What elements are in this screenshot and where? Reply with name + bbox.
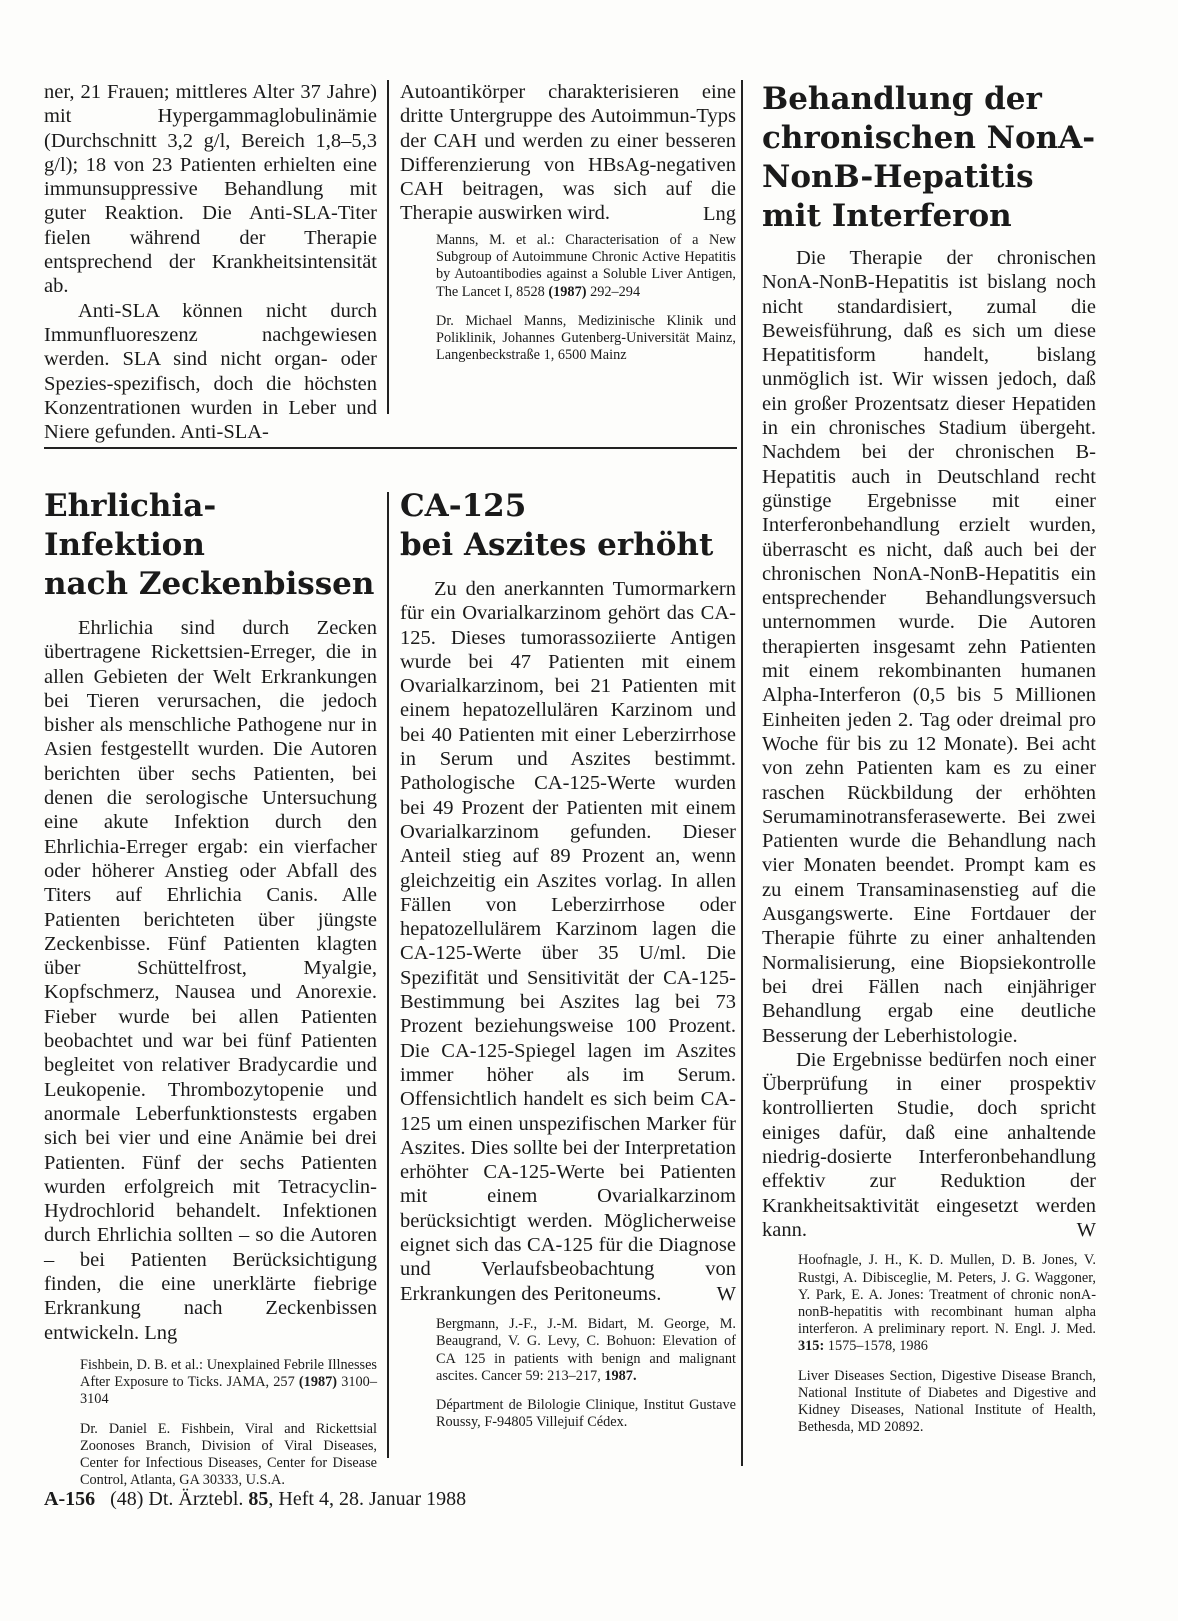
reference-citation: Hoofnagle, J. H., K. D. Mullen, D. B. Jones, V. Rustgi, A. Dibisceglie, M. Peters, J. G. Waggoner, Y. Park, E. A. Jones: Treatment of chronic nonA-nonB-hepatitis with recombinant human alpha interferon. A preliminary report. N. Engl. J. Med. 315: 1575–1578, 1986 [798, 1252, 1096, 1355]
paragraph: Ehrlichia sind durch Zecken übertragene Rickettsien-Erreger, die in allen Gebieten der Welt Erkrankungen bei Tieren verursachen, die jedoch bisher als menschliche Pathogene nur in Asien festgestellt wurden. Die Autoren berichten über sechs Patienten, bei denen die serologische Untersuchung eine akute Infektion durch den Ehrlichia-Erreger ergab: ein vierfacher oder höherer Anstieg oder Abfall des Titers auf Ehrlichia Canis. Alle Patienten berichteten über jüngste Zeckenbisse. Fünf Patienten klagten über Schüttelfrost, Myalgie, Kopfschmerz, Nausea und Anorexie. Fieber wurde bei allen Patienten beobachtet und war bei fünf Patienten begleitet von relativer Bradycardie und Leukopenie. Thrombozytopenie und anormale Leberfunktionstests ergaben sich bei vier und eine Anämie bei drei Patienten. Fünf der sechs Patienten wurden erfolgreich mit Tetracyclin-Hydrochlorid behandelt. Infektionen durch Ehrlichia sollten – so die Autoren – bei Patienten Berücksichtigung finden, die eine unerklärte fiebrige Erkrankung nach Zeckenbissen entwickeln. Lng [44, 617, 377, 1344]
signature: Lng [702, 202, 736, 225]
reference-address: Liver Diseases Section, Digestive Disease Branch, National Institute of Diabetes and Digestive and Kidney Diseases, National Institute of Health, Bethesda, MD 20892. [798, 1367, 1096, 1436]
paragraph: Zu den anerkannten Tumormarkern für ein Ovarialkarzinom gehört das CA-125. Dieses tumorassoziierte Antigen wurde bei 47 Patienten mit einem Ovarialkarzinom, bei 21 Patienten mit einem hepatozellulären Karzinom und bei 40 Patienten mit einer Leberzirrhose in Serum und Aszites bestimmt. Pathologische CA-125-Werte wurden bei 49 Prozent der Patienten mit einem Ovarialkarzinom gefunden. Dieser Anteil stieg auf 89 Prozent an, wenn gleichzeitig ein Aszites vorlag. In allen Fällen von Leberzirrhose oder hepatozellulärem Karzinom lagen die CA-125-Werte über 35 U/ml. Die Spezifität und Sensitivität der CA-125-Bestimmung bei Aszites lag bei 73 Prozent beziehungsweise 100 Prozent. Die CA-125-Spiegel lagen im Aszites immer höher als im Serum. Offensichtlich handelt es sich beim CA-125 um einen unspezifischen Marker für Aszites. Dies sollte bei der Interpretation erhöhter CA-125-Werte bei Patienten mit einem Ovarialkarzinom berücksichtigt werden. Möglicherweise eignet sich das CA-125 für die Diagnose und Verlaufsbeobachtung von Erkrankungen des Peritoneums. [400, 578, 736, 1305]
article-title: Ehrlichia-Infektion nach Zeckenbissen [44, 488, 375, 602]
paragraph: Die Therapie der chronischen NonA-NonB-Hepatitis ist bislang noch nicht standardisiert, zumal die Beweisführung, daß es sich um diese Hepatitisform handelt, bislang unmöglich ist. Wir wissen jedoch, daß ein großer Prozentsatz dieser Hepatiden in ein chronisches Stadium übergeht. Nachdem bei der chronischen B-Hepatitis auch in Deutschland recht günstige Ergebnisse mit einer Interferonbehandlung erzielt wurden, überrascht es nicht, daß auch bei der chronischen NonA-NonB-Hepatitis ein entsprechender Behandlungsversuch unternommen wurde. Die Autoren therapierten insgesamt zehn Patienten mit einem rekombinanten humanen Alpha-Interferon (0,5 bis 5 Millionen Einheiten jeden 2. Tag oder dreimal pro Woche für bis zu 12 Monate). Bei acht von zehn Patienten kam es zu einer raschen Rückbildung der erhöhten Serumaminotransferasewerte. Bei zwei Patienten wurde die Behandlung nach vier Monaten beendet. Prompt kam es zu einem Transaminasenstieg auf die Ausgangswerte. Eine Fortdauer der Therapie führte zu einer anhaltenden Normalisierung, eine Biopsiekontrolle bei drei Fällen nach einjähriger Behandlung ergab eine deutliche Besserung der Leberhistologie. [762, 247, 1096, 1047]
column-rule-2 [741, 80, 743, 1466]
column-rule-1-bottom [387, 492, 389, 1458]
article-ca125 [400, 487, 736, 1443]
signature: W [716, 1282, 736, 1305]
col1-top-article [44, 80, 377, 444]
page-footer [44, 1488, 466, 1511]
page-number: A-156 [44, 1488, 96, 1510]
paragraph: ner, 21 Frauen; mittleres Alter 37 Jahre) mit Hypergammaglobulinämie (Durchschnitt 3,2 g/l, Bereich 1,8–5,3 g/l); 18 von 23 Patienten erhielten eine immunsuppressive Behandlung mit guter Reaktion. Die Anti-SLA-Titer fielen während der Therapie entsprechend der Krankheitsintensität ab. [44, 81, 377, 298]
article-title: Behandlung der chronischen NonA- NonB-Hepatitis mit Interferon [762, 81, 1096, 234]
paragraph: Anti-SLA können nicht durch Immunfluoreszenz nachgewiesen werden. SLA sind nicht organ- oder Spezies-spezifisch, doch die höchsten Konzentrationen wurden in Leber und Niere gefunden. Anti-SLA- [44, 299, 377, 444]
article-title: CA-125 bei Aszites erhöht [400, 488, 714, 563]
col2-top-article [400, 80, 736, 377]
column-rule-1-top [387, 80, 389, 414]
reference-address: Dr. Michael Manns, Medizinische Klinik und Poliklinik, Johannes Gutenberg-Universität Mainz, Langenbeckstraße 1, 6500 Mainz [436, 312, 736, 364]
paragraph: Autoantikörper charakterisieren eine dritte Untergruppe des Autoimmun-Typs der CAH und werden zu einer besseren Differenzierung von HBsAg-negativen CAH beitragen, was sich auf die Therapie auswirken wird. [400, 81, 736, 225]
article-nonanonb [762, 80, 1096, 1449]
reference-address: Départment de Bilologie Clinique, Institut Gustave Roussy, F-94805 Villejuif Cédex. [436, 1397, 736, 1431]
reference-citation: Manns, M. et al.: Characterisation of a New Subgroup of Autoimmune Chronic Active Hepatitis by Autoantibodies against a Soluble Liver Antigen, The Lancet I, 8528 (1987) 292–294 [436, 232, 736, 300]
journal-issue: (48) Dt. Ärztebl. 85, Heft 4, 28. Januar 1988 [110, 1488, 467, 1510]
article-ehrlichia [44, 487, 377, 1501]
reference-address: Dr. Daniel E. Fishbein, Viral and Rickettsial Zoonoses Branch, Division of Viral Diseases, Center for Infectious Diseases, Center for Disease Control, Atlanta, GA 30333, U.S.A. [80, 1420, 377, 1489]
signature: W [1076, 1219, 1096, 1242]
signature: Lng [144, 1321, 178, 1344]
reference-citation: Fishbein, D. B. et al.: Unexplained Febrile Illnesses After Exposure to Ticks. JAMA, 257 (1987) 3100–3104 [80, 1356, 377, 1408]
section-rule [44, 447, 737, 449]
reference-citation: Bergmann, J.-F., J.-M. Bidart, M. George, M. Beaugrand, V. G. Levy, C. Bohuon: Elevation of CA 125 in patients with benign and malignant ascites. Cancer 59: 213–217, 1987. [436, 1316, 736, 1384]
paragraph: Die Ergebnisse bedürfen noch einer Überprüfung in einer prospektiv kontrollierten Studie, doch spricht einiges dafür, daß eine anhaltende niedrig-dosierte Interferonbehandlung effektiv zur Reduktion der Krankheitsaktivität eingesetzt werden kann. [762, 1048, 1096, 1241]
